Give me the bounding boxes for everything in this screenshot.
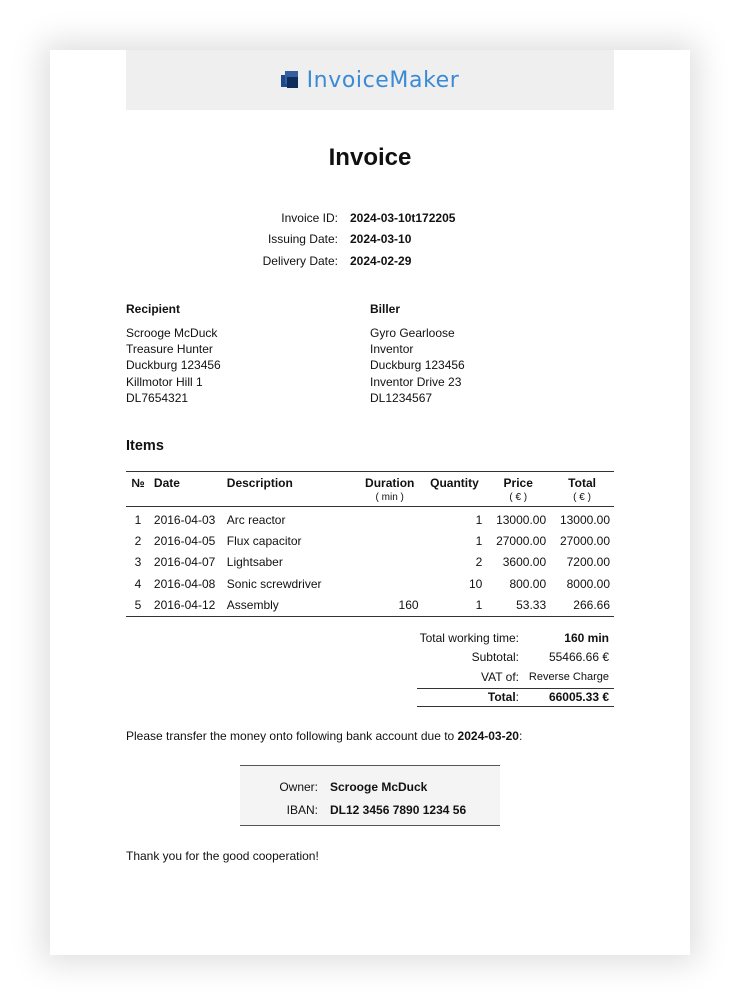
- invoice-meta: [50, 207, 690, 272]
- total-working-time-row: [417, 628, 614, 648]
- transfer-due-date: 2024-03-20: [457, 729, 519, 743]
- meta-delivery-date: [50, 250, 690, 272]
- col-price-label: Price: [503, 476, 533, 490]
- cell-quantity: 10: [468, 576, 483, 591]
- cell-no: 1: [134, 512, 142, 527]
- cell-duration: [357, 573, 423, 595]
- cell-date: 2016-04-03: [153, 512, 216, 527]
- cell-quantity: 1: [475, 512, 483, 527]
- col-duration: [357, 472, 423, 507]
- recipient-line: DL7654321: [126, 390, 189, 405]
- bank-account-box: [240, 765, 500, 826]
- cell-price: 3600.00: [502, 555, 547, 570]
- cell-total: 7200.00: [566, 555, 610, 570]
- totals-block: [417, 628, 614, 707]
- col-quantity: Quantity: [423, 472, 487, 507]
- meta-label: Invoice ID:: [281, 210, 338, 225]
- grand-total-label-text: Total: [487, 690, 516, 705]
- grand-total-label: Total:: [487, 690, 519, 705]
- meta-invoice-id: [50, 207, 690, 229]
- cell-total: 13000.00: [559, 512, 610, 527]
- col-total-label: Total: [568, 476, 596, 490]
- invoicemaker-logo-icon: [281, 71, 301, 89]
- cell-date: 2016-04-05: [153, 533, 216, 548]
- cell-description: Assembly: [223, 595, 357, 617]
- cell-duration: [357, 507, 423, 531]
- cell-description: Flux capacitor: [226, 533, 302, 548]
- total-working-time-label: Total working time:: [419, 630, 519, 645]
- meta-issuing-date: [50, 229, 690, 251]
- cell-description: Lightsaber: [226, 555, 283, 570]
- recipient-line: Killmotor Hill 1: [126, 374, 203, 389]
- recipient-heading: Recipient: [126, 302, 181, 316]
- bank-owner-value: Scrooge McDuck: [330, 780, 428, 795]
- col-total-unit: ( € ): [573, 492, 591, 503]
- cell-no: 4: [134, 576, 142, 591]
- cell-no: 3: [134, 555, 142, 570]
- bank-iban-label: IBAN:: [286, 802, 318, 817]
- cell-total: 8000.00: [566, 576, 610, 591]
- meta-value: 2024-02-29: [350, 253, 412, 268]
- invoice-title: Invoice: [328, 144, 412, 171]
- vat-value: Reverse Charge: [528, 670, 609, 683]
- cell-price: 13000.00: [496, 512, 547, 527]
- col-total: [550, 472, 614, 507]
- biller-line: Inventor Drive 23: [370, 374, 462, 389]
- cell-quantity: 2: [475, 555, 483, 570]
- recipient-line: Duckburg 123456: [126, 358, 221, 373]
- col-date: Date: [150, 472, 223, 507]
- vat-row: [417, 667, 614, 687]
- bank-owner-label: Owner:: [279, 780, 318, 795]
- cell-total: 27000.00: [559, 533, 610, 548]
- cell-date: 2016-04-08: [153, 576, 216, 591]
- brand-name: InvoiceMaker: [306, 67, 460, 93]
- items-table: [126, 471, 614, 617]
- cell-description: Sonic screwdriver: [226, 576, 322, 591]
- cell-quantity: 1: [475, 533, 483, 548]
- col-no: №: [126, 472, 150, 507]
- cell-duration: [357, 530, 423, 552]
- recipient-block: [126, 302, 370, 406]
- col-description: Description: [223, 472, 357, 507]
- meta-value: 2024-03-10: [350, 232, 412, 247]
- col-duration-label: Duration: [365, 476, 415, 490]
- cell-duration: [357, 552, 423, 574]
- bank-owner-row: [240, 776, 500, 799]
- table-row: [126, 507, 614, 531]
- meta-label: Delivery Date:: [262, 253, 338, 268]
- transfer-text: Please transfer the money onto following bank account due to: [126, 729, 458, 743]
- biller-line: DL1234567: [370, 390, 433, 405]
- cell-price: 800.00: [509, 576, 547, 591]
- biller-line: Gyro Gearloose: [370, 326, 455, 340]
- bank-iban-value: DL12 3456 7890 1234 56: [330, 802, 467, 817]
- table-row: [126, 573, 614, 595]
- items-heading: Items: [126, 438, 164, 454]
- table-row: [126, 552, 614, 574]
- brand-header: [126, 50, 614, 110]
- table-row: [126, 595, 614, 617]
- transfer-suffix: :: [518, 729, 523, 743]
- recipient-line: Treasure Hunter: [126, 342, 213, 357]
- recipient-line: Scrooge McDuck: [126, 326, 218, 340]
- total-working-time-value: 160 min: [564, 630, 609, 645]
- cell-date: 2016-04-07: [153, 555, 216, 570]
- biller-line: Duckburg 123456: [370, 358, 465, 373]
- col-duration-unit: ( min ): [375, 492, 404, 503]
- cell-description: Arc reactor: [226, 512, 286, 527]
- bank-iban-row: [240, 799, 500, 822]
- cell-price: 27000.00: [496, 533, 547, 548]
- cell-date: 2016-04-12: [150, 595, 223, 617]
- cell-no: 2: [134, 533, 142, 548]
- subtotal-label: Subtotal:: [471, 650, 519, 665]
- biller-line: Inventor: [370, 342, 414, 357]
- cell-price: 53.33: [486, 595, 550, 617]
- vat-label: VAT of:: [480, 669, 519, 684]
- cell-no: 5: [126, 595, 150, 617]
- biller-heading: Biller: [370, 302, 401, 316]
- subtotal-value: 55466.66 €: [548, 650, 609, 665]
- cell-total: 266.66: [550, 595, 614, 617]
- parties: [126, 302, 614, 406]
- col-price-unit: ( € ): [509, 492, 528, 503]
- invoice-sheet: [50, 50, 690, 955]
- table-row: [126, 530, 614, 552]
- closing-note: Thank you for the good cooperation!: [126, 849, 319, 863]
- meta-label: Issuing Date:: [267, 232, 338, 247]
- biller-block: [370, 302, 614, 406]
- items-header-row: [126, 472, 614, 507]
- col-price: [486, 472, 550, 507]
- transfer-note: [126, 729, 522, 743]
- grand-total-value: 66005.33 €: [548, 690, 609, 705]
- grand-total-row: [417, 688, 614, 708]
- cell-duration: 160: [357, 595, 423, 617]
- subtotal-row: [417, 648, 614, 668]
- cell-quantity: 1: [423, 595, 487, 617]
- meta-value: 2024-03-10t172205: [350, 210, 456, 225]
